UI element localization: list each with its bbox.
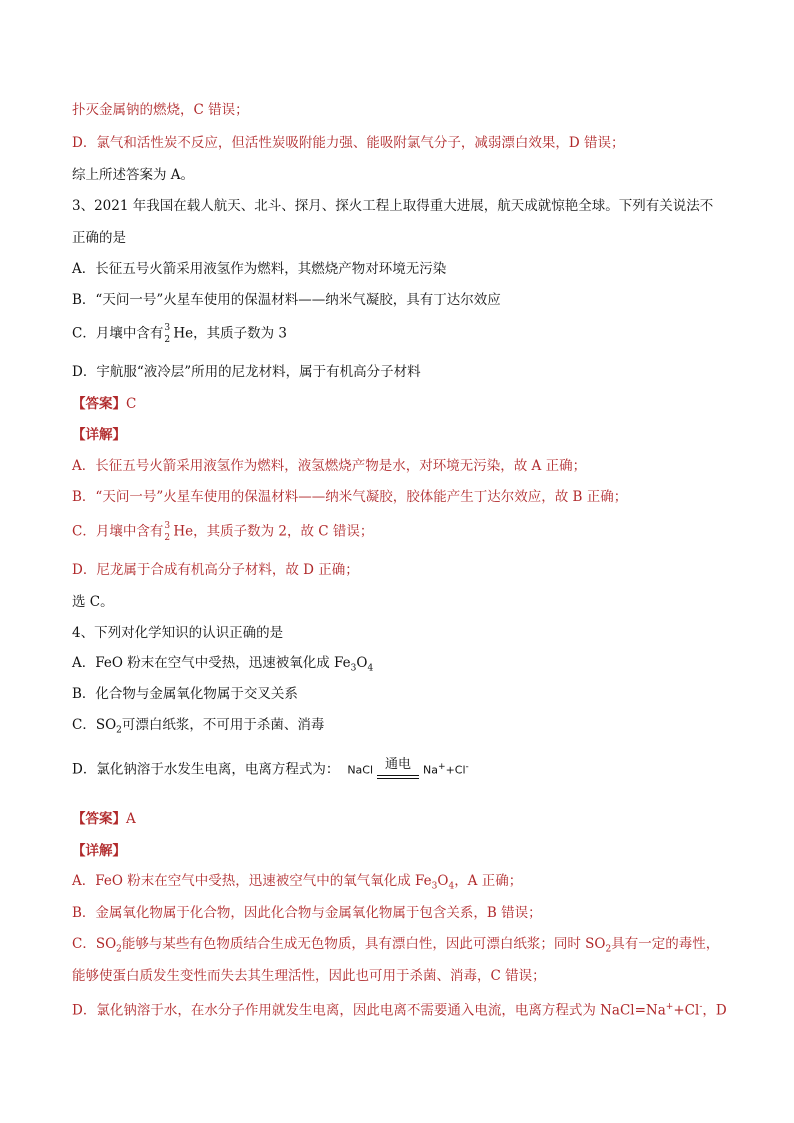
explain-c-text: C．月壤中含有 [72, 523, 164, 540]
equation-product: Na [423, 763, 439, 777]
mass-number: 3 [164, 323, 171, 333]
explain-b: B．金属氧化物属于化合物，因此化合物与金属氧化物属于包含关系，B 错误； [72, 905, 542, 921]
atomic-number: 2 [164, 533, 171, 543]
detail-label [72, 425, 126, 445]
subscript: 3 [350, 663, 357, 674]
explain-d: D．尼龙属于合成有机高分子材料，故 D 正确； [72, 562, 359, 578]
subscript: 4 [367, 663, 374, 674]
ionization-equation [347, 757, 468, 783]
answer-value: C [126, 396, 137, 412]
subscript: 3 [431, 881, 438, 892]
explain-c-cont: 能够使蛋白质发生变性而失去其生理活性，因此也可用于杀菌、消毒，C 错误； [72, 968, 546, 984]
charge: - [465, 762, 469, 772]
option-c-text: 可漂白纸浆，不可用于杀菌、消毒 [121, 717, 325, 733]
explain-a-text: O [437, 873, 449, 889]
explain-c-text: ，其质子数为 2，故 C 错误； [193, 523, 374, 540]
option-b: B．化合物与金属氧化物属于交叉关系 [72, 686, 298, 702]
explain-a-text: A．FeO 粉末在空气中受热，迅速被空气中的氧气氧化成 Fe [72, 873, 432, 889]
subscript: 4 [448, 881, 455, 892]
answer-label: 【答案】 [72, 811, 126, 827]
option-a: A．长征五号火箭采用液氢作为燃料，其燃烧产物对环境无污染 [72, 261, 447, 277]
option-d-text: D．氯化钠溶于水发生电离，电离方程式为： [72, 761, 340, 778]
option-d: D．宇航服“液冷层”所用的尼龙材料，属于有机高分子材料 [72, 364, 421, 380]
text-line: 扑灭金属钠的燃烧，C 错误； [72, 102, 249, 118]
charge: + [438, 762, 446, 772]
option-b: B．“天问一号”火星车使用的保温材料——纳米气凝胶，具有丁达尔效应 [72, 292, 501, 308]
explain-a [72, 871, 522, 897]
option-c [72, 323, 287, 345]
explain-d-text: +Cl [673, 1002, 700, 1019]
explain-c-text: 能够与某些有色物质结合生成无色物质，具有漂白性，因此可漂白纸浆；同时 SO [121, 936, 606, 952]
detail-label [72, 841, 126, 861]
selection-line: 选 C。 [72, 594, 114, 610]
option-c-text: ，其质子数为 3 [193, 325, 287, 342]
equals-arrow [377, 756, 419, 783]
explain-d-text: D．氯化钠溶于水，在水分子作用就发生电离，因此电离不需要通入电流，电离方程式为 NaCl=Na [72, 1002, 666, 1019]
explain-d [72, 997, 727, 1021]
charge: - [699, 1002, 703, 1012]
subscript: 2 [116, 944, 122, 955]
explain-c-text: 具有一定的毒性， [611, 936, 720, 952]
detail-heading: 【详解】 [72, 843, 126, 859]
subscript: 2 [116, 725, 122, 736]
answer-value: A [126, 811, 136, 827]
subscript: 2 [605, 944, 612, 955]
explain-a: A．长征五号火箭采用液氢作为燃料，液氢燃烧产物是水，对环境无污染，故 A 正确； [72, 458, 587, 474]
option-c [72, 715, 324, 741]
explain-a-text: ，A 正确； [454, 873, 523, 889]
text-line: 综上所述答案为 A。 [72, 167, 195, 183]
explain-c-text: C．SO [72, 936, 117, 952]
atomic-number: 2 [164, 335, 171, 345]
answer-line [72, 809, 136, 829]
detail-heading: 【详解】 [72, 427, 126, 443]
text-line: D．氯气和活性炭不反应，但活性炭吸附能力强、能吸附氯气分子，减弱漂白效果，D 错误； [72, 135, 625, 151]
explain-c [72, 934, 719, 960]
option-d [72, 757, 469, 783]
element-symbol: He [173, 325, 194, 342]
equation-product: +Cl [445, 763, 466, 777]
answer-line [72, 394, 136, 414]
option-a-text: A．FeO 粉末在空气中受热，迅速被氧化成 Fe [72, 655, 351, 671]
isotope-notation [163, 521, 172, 543]
option-a-text: O [356, 655, 368, 671]
mass-number: 3 [164, 521, 171, 531]
option-a [72, 653, 373, 679]
option-c-text: C．SO [72, 717, 117, 733]
explain-d-text: ，D [702, 1002, 727, 1019]
explain-c [72, 521, 373, 543]
question-3-stem-cont: 正确的是 [72, 230, 126, 246]
question-4-stem: 4、下列对化学知识的认识正确的是 [72, 625, 284, 641]
option-c-text: C．月壤中含有 [72, 325, 164, 342]
charge: + [665, 1002, 674, 1012]
equation-reactant: NaCl [347, 763, 374, 777]
question-3-stem: 3、2021 年我国在载人航天、北斗、探月、探火工程上取得重大进展，航天成就惊艳全球。下列有关说法不 [72, 198, 714, 214]
explain-b: B．“天问一号”火星车使用的保温材料——纳米气凝胶，胶体能产生丁达尔效应，故 B 正确； [72, 489, 628, 505]
element-symbol: He [173, 523, 194, 540]
equation-condition: 通电 [385, 756, 412, 772]
answer-label: 【答案】 [72, 396, 126, 412]
isotope-notation [163, 323, 172, 345]
